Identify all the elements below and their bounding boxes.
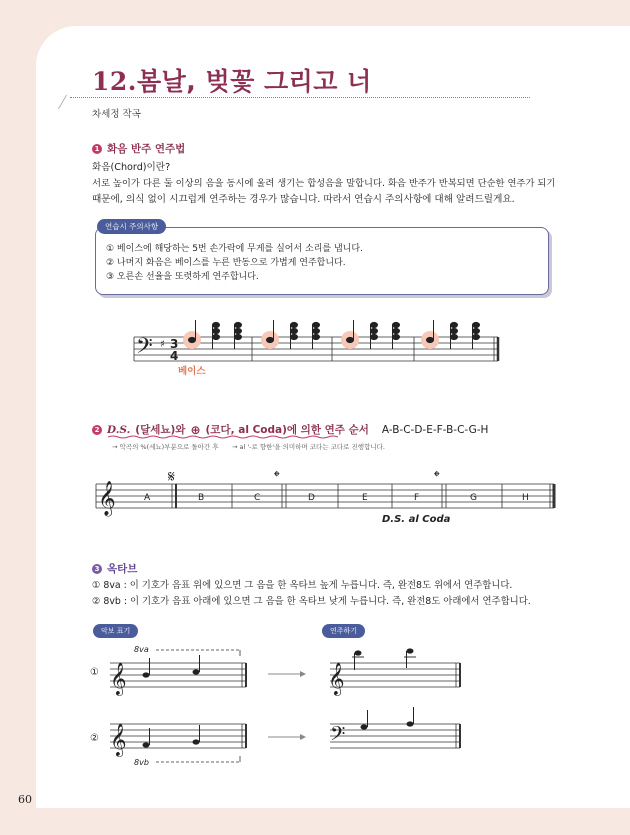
section1-heading: 1 화음 반주 연주법 — [92, 141, 185, 156]
sharp-icon: ♯ — [160, 339, 165, 350]
tip-1: ① 베이스에 해당하는 5번 손가락에 무게를 실어서 소리를 냅니다. — [106, 244, 363, 254]
tip-3: ③ 오른손 선율을 또렷하게 연주합니다. — [106, 272, 259, 282]
row1-marker: ① — [90, 667, 99, 678]
arrow-icon — [300, 671, 306, 677]
section1-number: 1 — [92, 144, 102, 154]
bass-notes — [183, 331, 439, 349]
heading-underline — [108, 435, 348, 439]
tips-label: 연습시 주의사항 — [97, 219, 166, 234]
section3-heading: 3 옥타브 — [92, 561, 137, 576]
notation-label: 악보 표기 — [93, 624, 138, 638]
treble-clef-icon: 𝄞 — [98, 481, 116, 516]
segno-icon: 𝄋 — [168, 467, 175, 486]
note — [193, 739, 200, 744]
coda-note: → al '-로 향한'을 의미하며 코다는 코다로 진행합니다. — [232, 443, 385, 451]
8vb-label: 8vb — [134, 758, 149, 767]
treble-clef-icon: 𝄞 — [110, 723, 127, 756]
section1-body: 화음(Chord)이란? 서로 높이가 다른 둘 이상의 음을 동시에 울려 생기는 합성음을 말합니다. 화음 반주가 반복되면 단순한 연주가 되기 때문에, 의식 없이 시끄럽게 연주하는 경우가 많습니다. 따라서 연습시 주의사항에 대해 알려드릴게요. — [92, 162, 556, 205]
treble-clef-icon: 𝄞 — [110, 662, 127, 695]
bass-clef-icon: 𝄢 — [330, 722, 346, 750]
measure-label: G — [470, 493, 477, 503]
8va-label: 8va — [134, 645, 149, 654]
measure-label: F — [414, 493, 420, 503]
page-title: 12.봄날, 벚꽃 그리고 너 — [92, 67, 372, 96]
section3-body: ① 8va : 이 기호가 음표 위에 있으면 그 음을 한 옥타브 높게 누릅니다. 즉, 완전8도 위에서 연주합니다. ② 8vb : 이 기호가 음표 아래에 있으면 그 음을 한 옥타브 낮게 누릅니다. 즉, 완전8도 아래에서 연주합니다. — [92, 580, 531, 607]
composer: 차세정 작곡 — [92, 109, 141, 120]
section2-heading: 2 D.S. (달세뇨)와 ⊕ (코다, al Coda)에 의한 연주 순서 A-B-C-D-E-F-B-C-G-H — [92, 422, 488, 437]
note — [355, 650, 362, 655]
octave-examples — [100, 638, 480, 778]
row2-marker: ② — [90, 733, 99, 744]
measure-label: D — [308, 493, 315, 503]
ds-note: → 악곡의 %(세뇨)부분으로 돌아간 후 — [112, 443, 219, 451]
section2-number: 2 — [92, 425, 102, 435]
section3-number: 3 — [92, 564, 102, 574]
bass-clef-icon: 𝄢 — [136, 334, 153, 364]
note — [143, 672, 150, 677]
bass-label: 베이스 — [178, 366, 206, 377]
play-order: A-B-C-D-E-F-B-C-G-H — [381, 423, 489, 436]
measure-label: E — [362, 493, 368, 503]
arrow-icon — [300, 734, 306, 740]
coda-icon: ⊕ — [190, 422, 201, 437]
time-sig-bottom: 4 — [170, 349, 179, 363]
measure-label: H — [522, 493, 529, 503]
treble-clef-icon: 𝄞 — [328, 662, 345, 695]
measure-label: C — [254, 493, 261, 503]
note — [407, 721, 414, 726]
ds-al-coda: D.S. al Coda — [382, 514, 451, 525]
play-label: 연주하기 — [322, 624, 365, 638]
tips-box — [95, 227, 549, 295]
note — [407, 648, 414, 653]
ds-staff — [92, 462, 572, 532]
coda-icon: 𝄌 — [434, 467, 440, 486]
measure-label: B — [198, 493, 205, 503]
note — [193, 669, 200, 674]
coda-icon: 𝄌 — [274, 467, 280, 486]
note — [143, 742, 150, 747]
page-number: 60 — [18, 793, 32, 806]
note — [361, 724, 368, 729]
title-rule — [70, 97, 530, 98]
tip-2: ② 나머지 화음은 베이스를 누른 반동으로 가볍게 연주합니다. — [106, 258, 346, 268]
time-sig-top: 3 — [170, 337, 179, 351]
measure-label: A — [144, 493, 151, 503]
